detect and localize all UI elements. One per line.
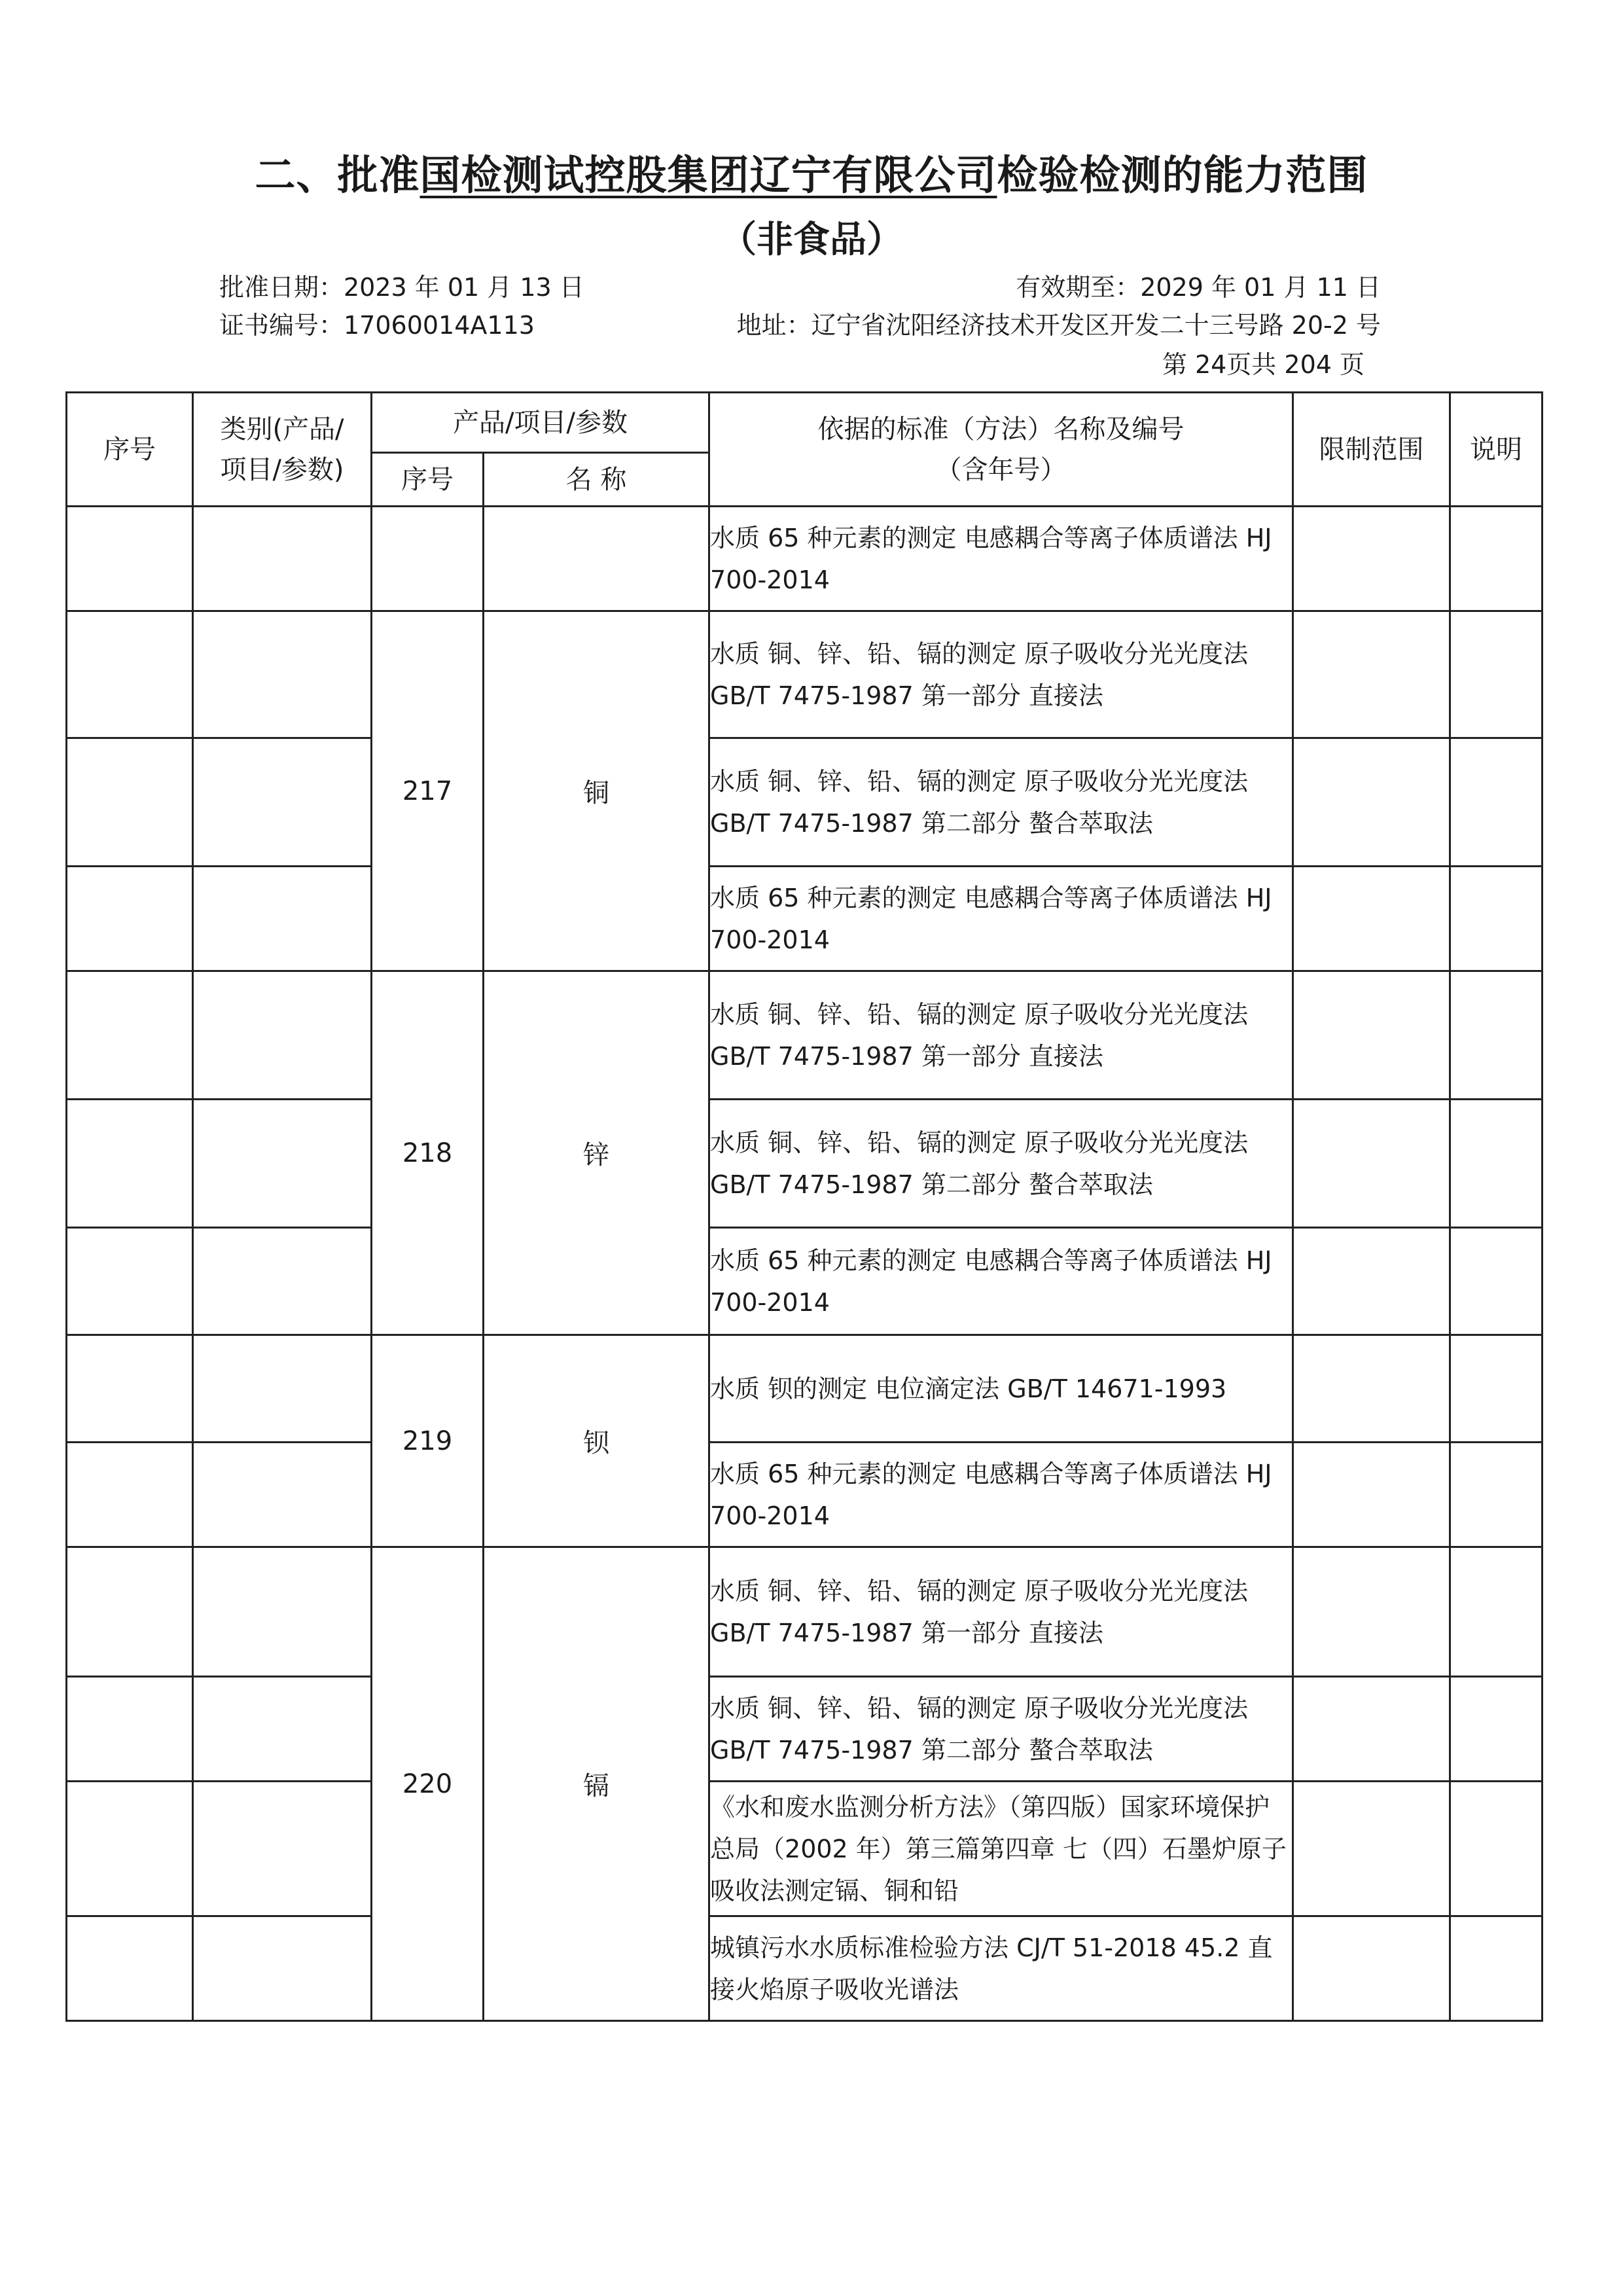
cell-limit xyxy=(1293,1782,1450,1916)
cell-category xyxy=(193,971,372,1100)
approval-date: 批准日期：2023 年 01 月 13 日 xyxy=(219,273,584,302)
cell-standard: 水质 铜、锌、铅、镉的测定 原子吸收分光光度法 GB/T 7475-1987 第一部分 直接法 xyxy=(709,1547,1293,1677)
header-category: 类别(产品/项目/参数) xyxy=(193,393,372,507)
header-product-group: 产品/项目/参数 xyxy=(372,393,709,453)
capability-table xyxy=(65,391,1543,2022)
table-row xyxy=(67,1228,1543,1335)
cell-note xyxy=(1450,1677,1543,1782)
cell-category xyxy=(193,1916,372,2021)
cell-seq xyxy=(67,971,193,1100)
cell-seq xyxy=(67,1100,193,1228)
cell-category xyxy=(193,1782,372,1916)
page-title xyxy=(0,143,1623,201)
cell-sub-seq xyxy=(372,507,484,611)
cell-category xyxy=(193,507,372,611)
cell-seq xyxy=(67,1228,193,1335)
cell-standard: 水质 65 种元素的测定 电感耦合等离子体质谱法 HJ 700-2014 xyxy=(709,1228,1293,1335)
certificate-number: 证书编号：17060014A113 xyxy=(219,311,535,340)
cell-category xyxy=(193,1100,372,1228)
cell-note xyxy=(1450,738,1543,867)
cell-standard: 水质 65 种元素的测定 电感耦合等离子体质谱法 HJ 700-2014 xyxy=(709,507,1293,611)
header-sub-name: 名 称 xyxy=(484,453,709,507)
item-number: 219 xyxy=(372,1335,484,1547)
cell-category xyxy=(193,1335,372,1443)
table-row xyxy=(67,1335,1543,1443)
table-row xyxy=(67,1443,1543,1547)
cell-seq xyxy=(67,1916,193,2021)
cell-standard: 水质 65 种元素的测定 电感耦合等离子体质谱法 HJ 700-2014 xyxy=(709,867,1293,971)
cell-standard: 水质 铜、锌、铅、镉的测定 原子吸收分光光度法 GB/T 7475-1987 第二部分 螯合萃取法 xyxy=(709,738,1293,867)
table-row xyxy=(67,1677,1543,1782)
cell-note xyxy=(1450,1547,1543,1677)
cell-standard: 《水和废水监测分析方法》（第四版）国家环境保护总局（2002 年）第三篇第四章 七（四）石墨炉原子吸收法测定镉、铜和铅 xyxy=(709,1782,1293,1916)
cell-standard: 城镇污水水质标准检验方法 CJ/T 51-2018 45.2 直接火焰原子吸收光谱法 xyxy=(709,1916,1293,2021)
cell-limit xyxy=(1293,1443,1450,1547)
cell-note xyxy=(1450,1782,1543,1916)
item-name: 镉 xyxy=(484,1547,709,2021)
cell-seq xyxy=(67,738,193,867)
valid-until: 有效期至：2029 年 01 月 11 日 xyxy=(1016,273,1381,302)
item-number: 217 xyxy=(372,611,484,971)
header-seq: 序号 xyxy=(67,393,193,507)
cell-limit xyxy=(1293,867,1450,971)
cell-sub-name xyxy=(484,507,709,611)
table-row xyxy=(67,1916,1543,2021)
cell-note xyxy=(1450,1100,1543,1228)
cell-limit xyxy=(1293,611,1450,738)
table-row xyxy=(67,971,1543,1100)
cell-limit xyxy=(1293,1228,1450,1335)
cell-limit xyxy=(1293,1335,1450,1443)
cell-category xyxy=(193,1228,372,1335)
cell-note xyxy=(1450,867,1543,971)
header-standard: 依据的标准（方法）名称及编号（含年号） xyxy=(709,393,1293,507)
cell-limit xyxy=(1293,1100,1450,1228)
table-row xyxy=(67,1782,1543,1916)
cell-seq xyxy=(67,1677,193,1782)
cell-seq xyxy=(67,1443,193,1547)
cell-note xyxy=(1450,507,1543,611)
cell-standard: 水质 铜、锌、铅、镉的测定 原子吸收分光光度法 GB/T 7475-1987 第二部分 螯合萃取法 xyxy=(709,1677,1293,1782)
cell-standard: 水质 65 种元素的测定 电感耦合等离子体质谱法 HJ 700-2014 xyxy=(709,1443,1293,1547)
cell-limit xyxy=(1293,1547,1450,1677)
page-number: 第 24页共 204 页 xyxy=(1162,350,1364,379)
item-name: 锌 xyxy=(484,971,709,1335)
table-row xyxy=(67,507,1543,611)
cell-standard: 水质 铜、锌、铅、镉的测定 原子吸收分光光度法 GB/T 7475-1987 第一部分 直接法 xyxy=(709,611,1293,738)
cell-category xyxy=(193,1443,372,1547)
cell-category xyxy=(193,611,372,738)
cell-limit xyxy=(1293,1916,1450,2021)
cell-seq xyxy=(67,867,193,971)
header-note: 说明 xyxy=(1450,393,1543,507)
table-row xyxy=(67,611,1543,738)
cell-limit xyxy=(1293,971,1450,1100)
cell-category xyxy=(193,867,372,971)
cell-standard: 水质 铜、锌、铅、镉的测定 原子吸收分光光度法 GB/T 7475-1987 第二部分 螯合萃取法 xyxy=(709,1100,1293,1228)
table-row xyxy=(67,738,1543,867)
title-prefix: 二、批准 xyxy=(255,151,420,199)
cell-limit xyxy=(1293,1677,1450,1782)
cell-note xyxy=(1450,971,1543,1100)
page-subtitle: （非食品） xyxy=(720,219,903,261)
cell-note xyxy=(1450,611,1543,738)
cell-category xyxy=(193,738,372,867)
cell-limit xyxy=(1293,738,1450,867)
title-organization: 国检测试控股集团辽宁有限公司 xyxy=(419,151,997,199)
table-row xyxy=(67,1100,1543,1228)
header-limit: 限制范围 xyxy=(1293,393,1450,507)
item-number: 220 xyxy=(372,1547,484,2021)
cell-seq xyxy=(67,611,193,738)
table-row xyxy=(67,867,1543,971)
cell-seq xyxy=(67,1335,193,1443)
cell-note xyxy=(1450,1335,1543,1443)
item-name: 铜 xyxy=(484,611,709,971)
cell-note xyxy=(1450,1916,1543,2021)
table-row xyxy=(67,1547,1543,1677)
item-number: 218 xyxy=(372,971,484,1335)
cell-standard: 水质 铜、锌、铅、镉的测定 原子吸收分光光度法 GB/T 7475-1987 第一部分 直接法 xyxy=(709,971,1293,1100)
header-sub-seq: 序号 xyxy=(372,453,484,507)
cell-seq xyxy=(67,1782,193,1916)
cell-limit xyxy=(1293,507,1450,611)
address: 地址：辽宁省沈阳经济技术开发区开发二十三号路 20-2 号 xyxy=(736,311,1381,340)
cell-note xyxy=(1450,1443,1543,1547)
cell-note xyxy=(1450,1228,1543,1335)
title-suffix: 检验检测的能力范围 xyxy=(997,151,1368,199)
cell-standard: 水质 钡的测定 电位滴定法 GB/T 14671-1993 xyxy=(709,1335,1293,1443)
cell-seq xyxy=(67,1547,193,1677)
cell-seq xyxy=(67,507,193,611)
cell-category xyxy=(193,1677,372,1782)
cell-category xyxy=(193,1547,372,1677)
item-name: 钡 xyxy=(484,1335,709,1547)
